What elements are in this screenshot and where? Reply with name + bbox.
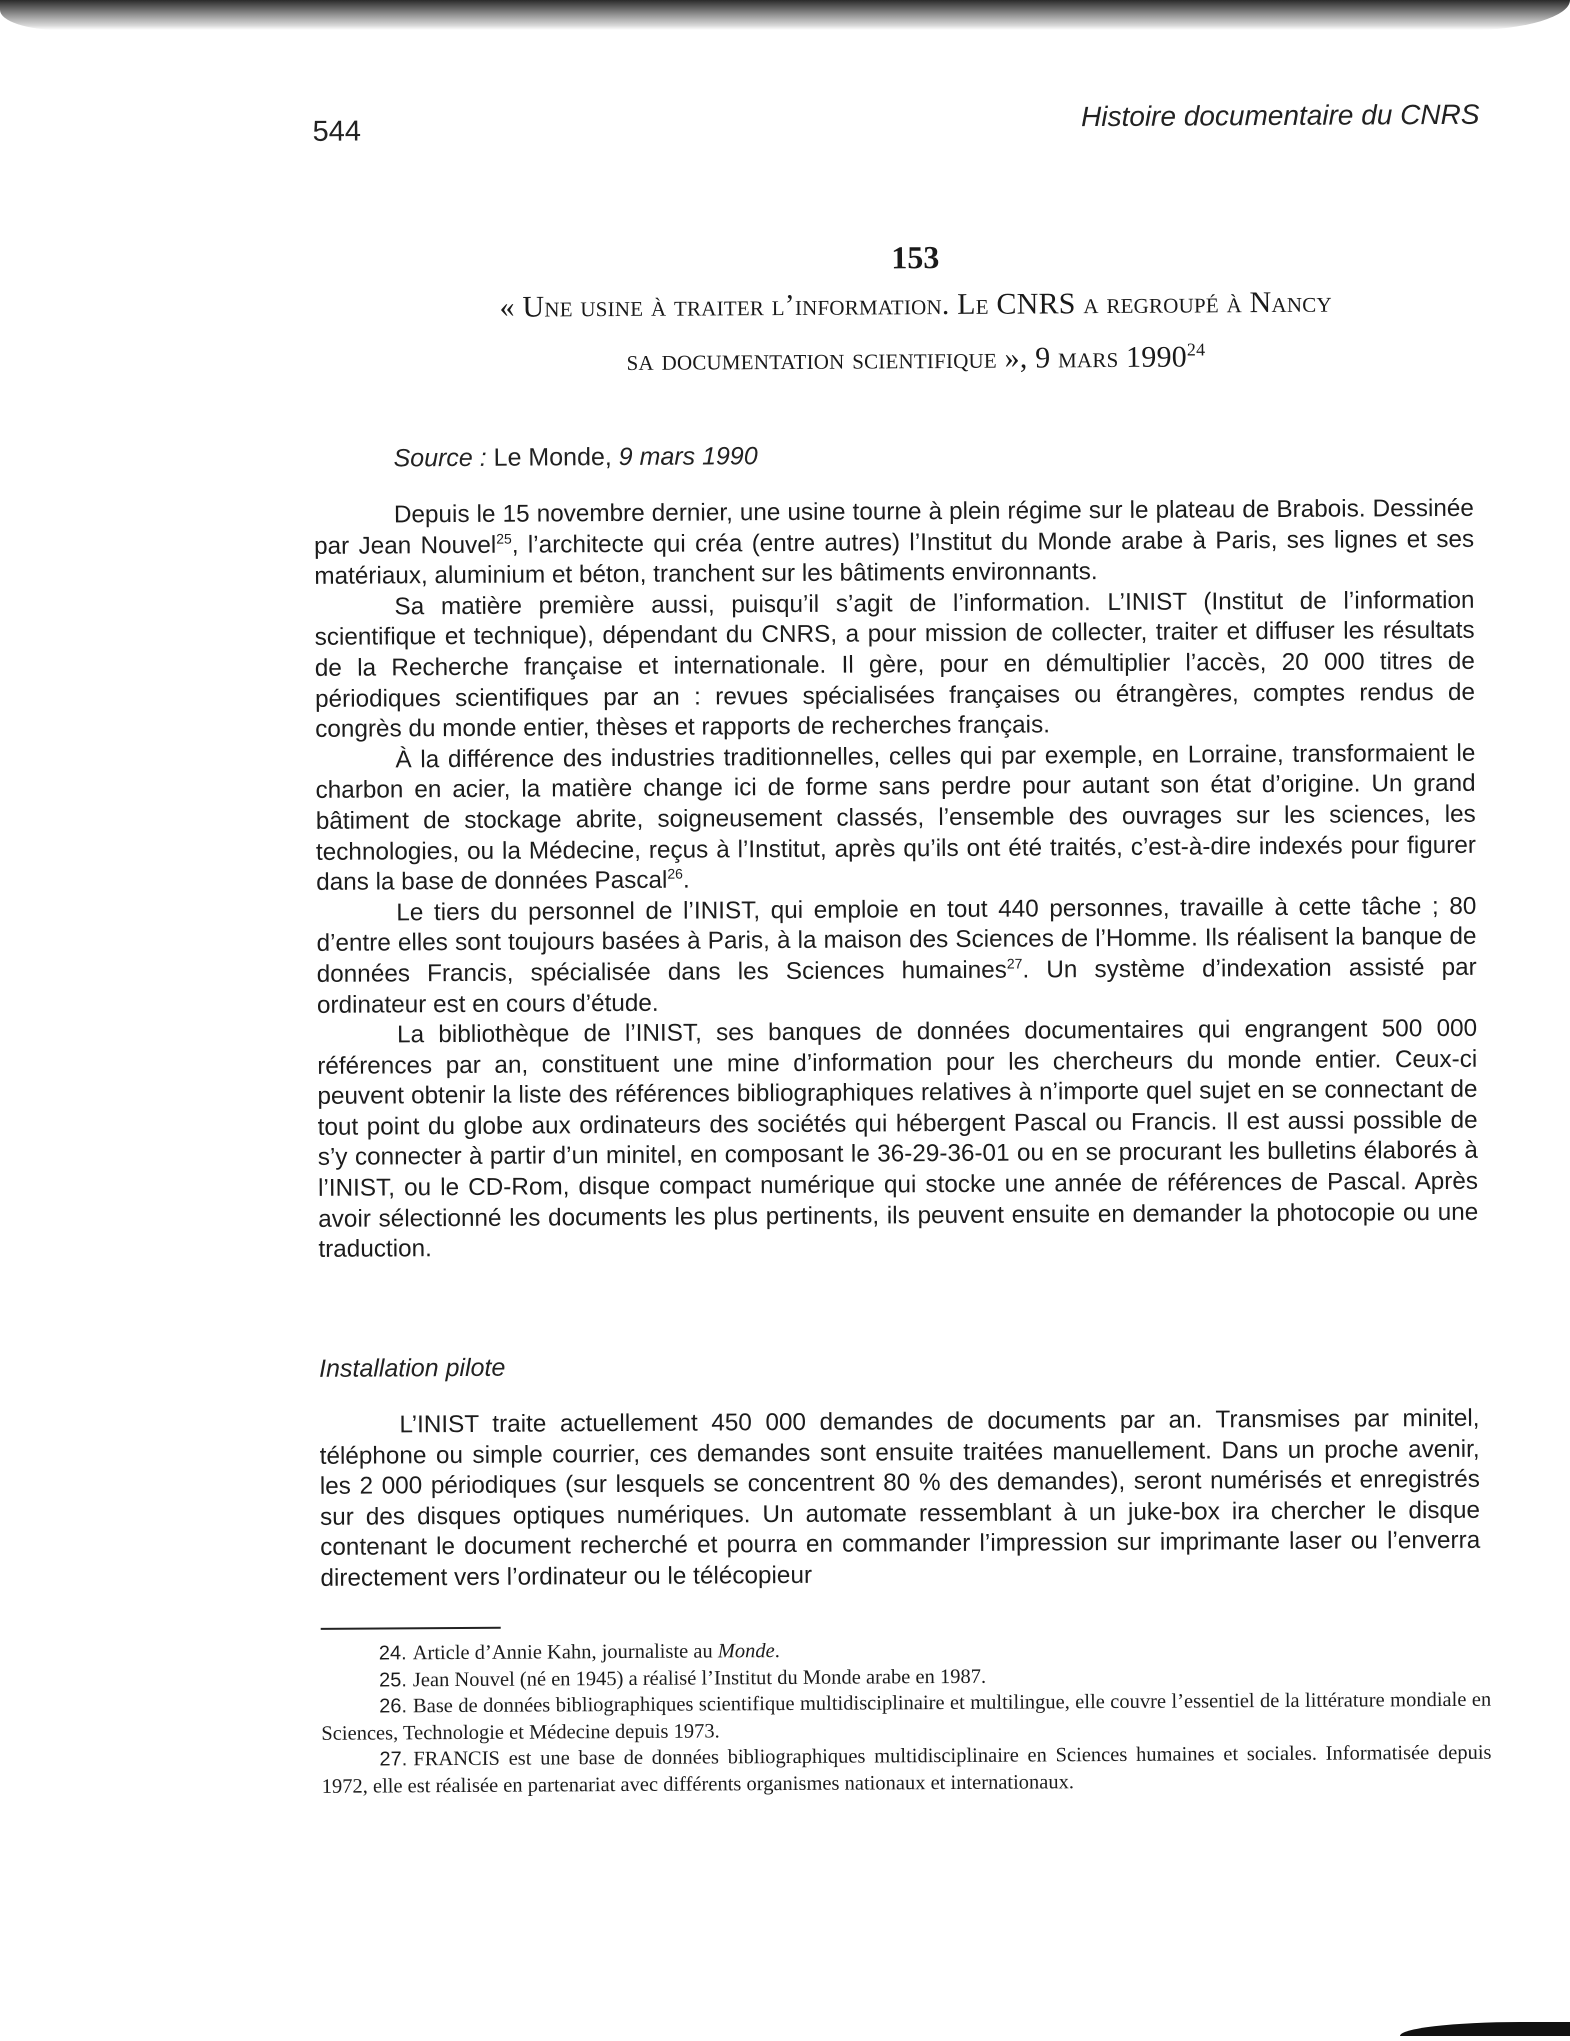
paragraph (315, 739, 1476, 899)
footnote-text: . (774, 1640, 780, 1663)
footnote-number: 25. (378, 1668, 407, 1691)
footnote-number: 27. (379, 1748, 408, 1771)
paragraph-text: . Un système d’indexation assisté par ordinateur est en cours d’étude. (316, 953, 1477, 1019)
source-value: Le Monde, (493, 443, 612, 472)
paragraph-text: Depuis le 15 novembre dernier, une usine tourne à plein régime sur le plateau de Brabois. Dessinée par Jean Nouvel (314, 494, 1474, 560)
running-head: Histoire documentaire du CNRS (1081, 98, 1480, 133)
footnote-ref[interactable]: 25 (496, 530, 512, 547)
paragraph (316, 891, 1477, 1020)
footnote-text: FRANCIS est une base de données bibliographiques multidisciplinaire en Sciences humaines et sociales. Informatisée depuis 1972, elle est réalisée en partenariat avec différents organismes nationaux et internationaux. (321, 1741, 1492, 1798)
source-line (393, 442, 757, 473)
footnote-27 (321, 1740, 1491, 1800)
footnote-text: Jean Nouvel (né en 1945) a réalisé l’Institut du Monde arabe en 1987. (412, 1665, 987, 1691)
footnote-text-italic: Monde (717, 1640, 775, 1663)
paragraph-text: , l’architecte qui créa (entre autres) l’Institut du Monde arabe à Paris, ses lignes et ses matériaux, aluminium et béton, tranchent sur les bâtiments environnants. (314, 525, 1475, 591)
document-title-line-2-text: sa documentation scientifique », 9 mars 1990 (626, 340, 1188, 377)
paragraph-text: Le tiers du personnel de l’INIST, qui emploie en tout 440 personnes, travaille à cette tâche ; 80 d’entre elles sont toujours basées à Paris, à la maison des Sciences de l’Homme. Ils réalisent la banque de données Francis, spécialisée dans les Sciences humaines (316, 892, 1477, 988)
footnote-text: Article d’Annie Kahn, journaliste au (412, 1640, 718, 1665)
paragraph: La bibliothèque de l’INIST, ses banques de données documentaires qui engrangent 500 000 références par an, constituent une mine d’information pour les chercheurs du monde entier. Ceux-ci peuvent obtenir la liste des références bibliographiques relatives à n’importe quel sujet en se connectant de tout point du globe aux ordinateurs des sociétés qui hébergent Pascal ou Francis. Il est aussi possible de s’y connecter à partir d’un minitel, en composant le 36-29-36-01 ou en se procurant les bulletins élaborés à l’INIST, ou le CD-Rom, disque compact numérique qui stocke une année de références de Pascal. Après avoir sélectionné les documents les plus pertinents, ils peuvent ensuite en demander la photocopie ou une traduction. (317, 1014, 1479, 1264)
footnote-number: 26. (379, 1695, 408, 1718)
article-body-continued (319, 1404, 1480, 1595)
section-subheading: Installation pilote (319, 1353, 506, 1383)
footnote-ref[interactable]: 26 (667, 865, 683, 882)
footnote-divider (321, 1627, 501, 1630)
document-title (326, 279, 1507, 386)
article-body (314, 494, 1479, 1266)
source-label: Source : (393, 443, 487, 473)
footnote-ref[interactable]: 27 (1006, 955, 1023, 972)
footnotes (321, 1634, 1492, 1800)
paragraph (314, 494, 1475, 593)
footnote-ref[interactable]: 24 (1186, 339, 1206, 360)
paragraph-text: À la différence des industries traditionnelles, celles qui par exemple, en Lorraine, transformaient le charbon en acier, la matière change ici de forme sans perdre pour autant son état d’origine. Un grand bâtiment de stockage abrite, soigneusement classés, l’ensemble des ouvrages sur les sciences, les technologies, ou la Médecine, reçus à l’Institut, après qu’ils ont été traités, c’est-à-dire indexés pour figurer dans la base de données Pascal (315, 739, 1477, 896)
document-number: 153 (891, 239, 940, 276)
document-title-line-1: « Une usine à traiter l’information. Le CNRS a regroupé à Nancy (499, 285, 1332, 324)
footnote-26 (321, 1687, 1491, 1747)
paragraph-text: . (682, 866, 690, 894)
paragraph: L’INIST traite actuellement 450 000 demandes de documents par an. Transmises par minitel, téléphone ou simple courrier, ces demandes sont ensuite traitées manuellement. Dans un proche avenir, les 2 000 périodiques (sur lesquels se concentrent 80 % des demandes), seront numérisés et enregistrés sur des disques optiques numériques. Un automate ressemblant à un juke-box ira chercher le disque contenant le document recherché et pourra en commander l’impression sur imprimante laser ou l’enverra directement vers l’ordinateur ou le télécopieur (319, 1404, 1481, 1592)
document-title-line-2 (326, 325, 1506, 386)
source-date: 9 mars 1990 (618, 442, 758, 472)
footnote-text: Base de données bibliographiques scientifique multidisciplinaire et multilingue, elle couvre l’essentiel de la littérature mondiale en Sciences, Technologie et Médecine depuis 1973. (321, 1688, 1492, 1745)
page-number: 544 (312, 115, 362, 148)
paragraph: Sa matière première aussi, puisqu’il s’agit de l’information. L’INIST (Institut de l’information scientifique et technique), dépendant du CNRS, a pour mission de collecter, traiter et diffuser les résultats de la Recherche française et internationale. Il gère, pour en démultiplier l’accès, 20 000 titres de périodiques scientifiques par an : revues spécialisées françaises ou étrangères, comptes rendus de congrès du monde entier, thèses et rapports de recherches français. (314, 586, 1476, 744)
footnote-number: 24. (378, 1642, 407, 1665)
